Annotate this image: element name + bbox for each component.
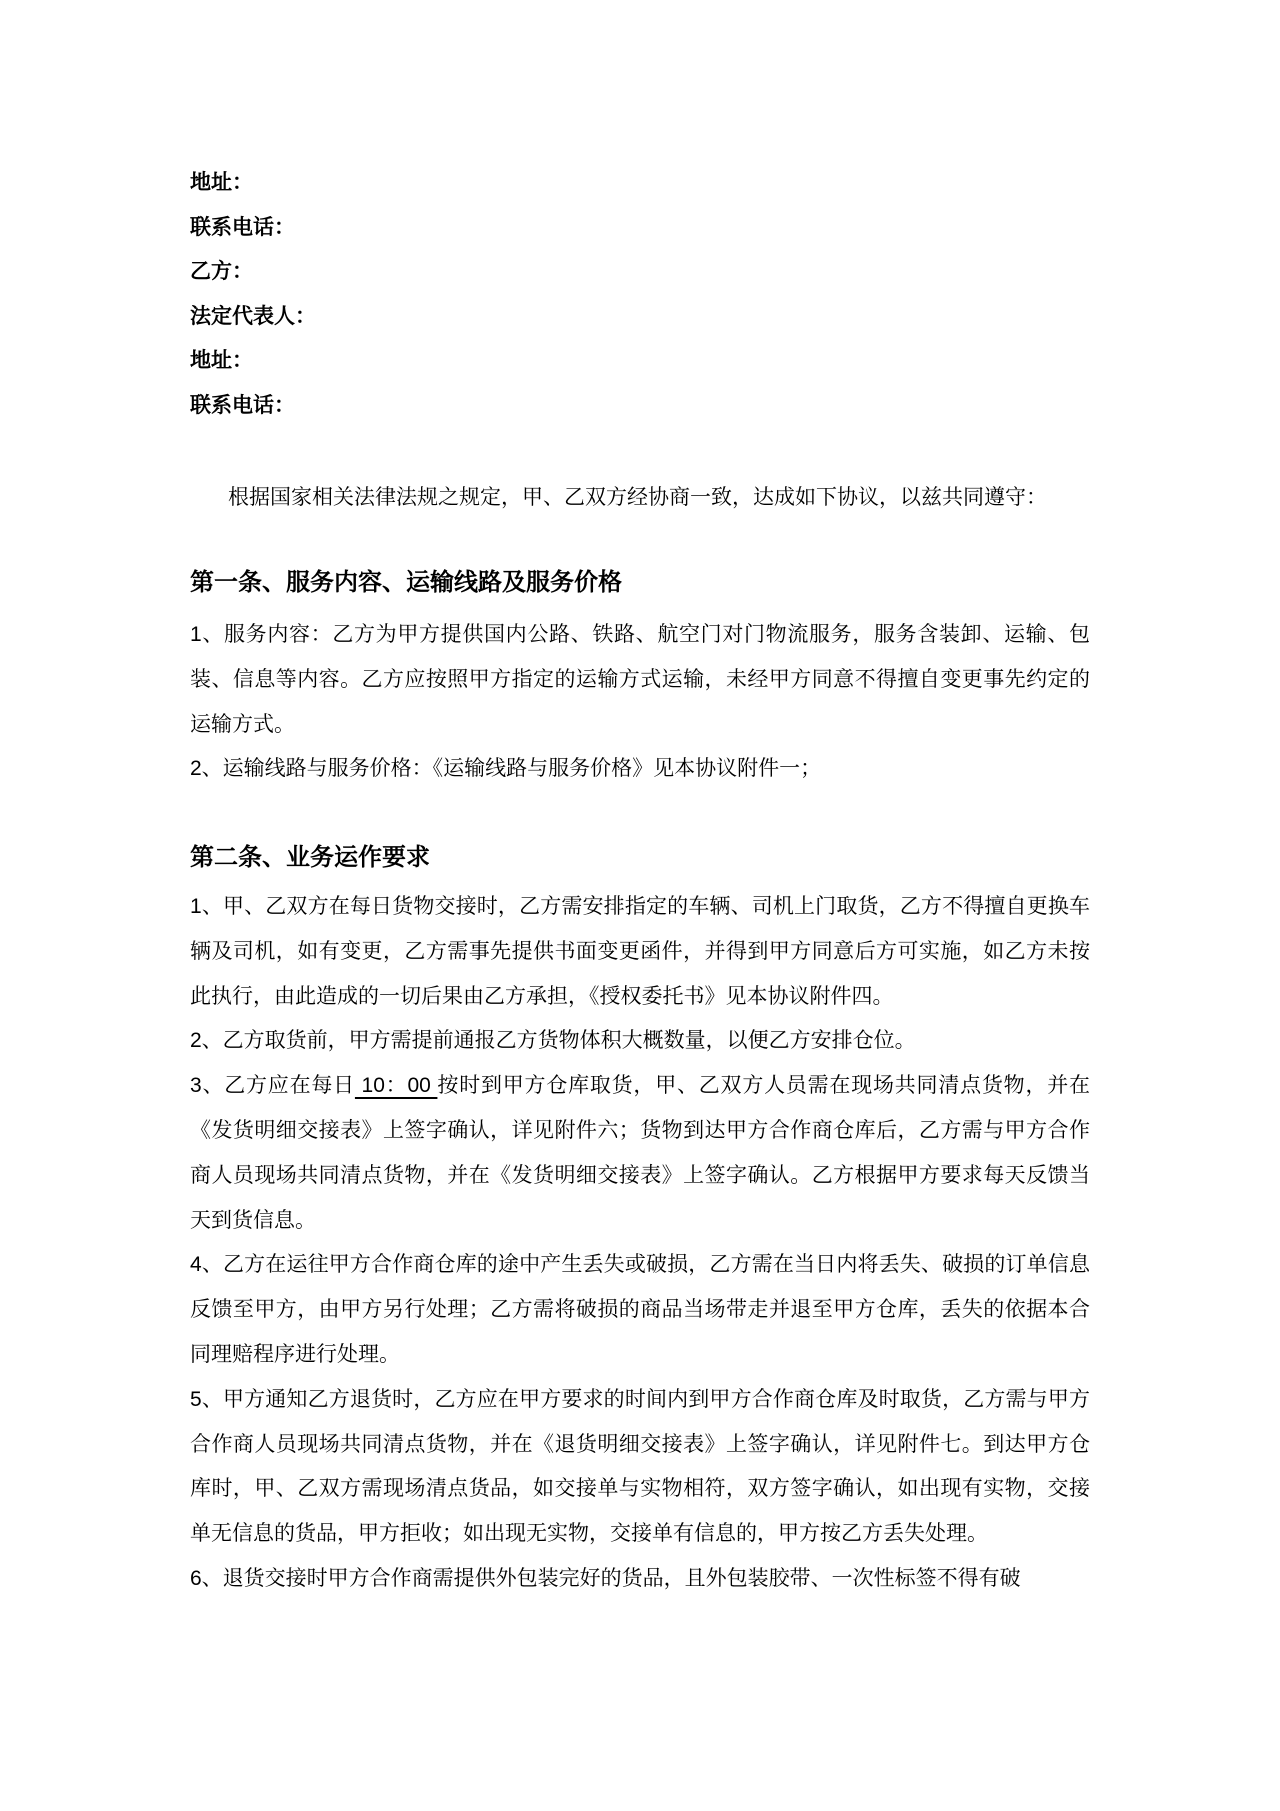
clause-3-text-after-time: 按时到甲方仓库取货，甲、乙双方人员需在现场共同清点货物，并在《发货明细交接表》上签字确认，详见附件六；货物到达甲方合作商仓库后，乙方需与甲方合作商人员现场共同清点货物，并在《发货明细交接表》上签字确认。乙方根据甲方要求每天反馈当天到货信息。 xyxy=(190,1074,1090,1232)
section-2-clause-3 xyxy=(190,1064,1090,1243)
section-2-body xyxy=(190,885,1090,1602)
party-info-block xyxy=(190,161,316,428)
section-2-clause-2: 2、乙方取货前，甲方需提前通报乙方货物体积大概数量，以便乙方安排仓位。 xyxy=(190,1029,916,1053)
field-label-address-2: 地址： xyxy=(190,349,253,372)
field-label-phone-1: 联系电话： xyxy=(190,215,295,239)
field-label-phone-2: 联系电话： xyxy=(190,393,295,417)
section-2-clause-5: 5、甲方通知乙方退货时，乙方应在甲方要求的时间内到甲方合作商仓库及时取货，乙方需与甲方合作商人员现场共同清点货物，并在《退货明细交接表》上签字确认，详见附件七。到达甲方仓库时，甲、乙双方需现场清点货品，如交接单与实物相符，双方签字确认，如出现有实物，交接单无信息的货品，甲方拒收；如出现无实物，交接单有信息的，甲方按乙方丢失处理。 xyxy=(190,1387,1090,1546)
section-2-clause-6: 6、退货交接时甲方合作商需提供外包装完好的货品，且外包装胶带、一次性标签不得有破 xyxy=(190,1566,1021,1590)
pickup-time-filled-blank: 10：00 xyxy=(354,1074,438,1098)
section-2-clause-1: 1、甲、乙双方在每日货物交接时，乙方需安排指定的车辆、司机上门取货，乙方不得擅自更换车辆及司机，如有变更，乙方需事先提供书面变更函件，并得到甲方同意后方可实施，如乙方未按此执行，由此造成的一切后果由乙方承担，《授权委托书》见本协议附件四。 xyxy=(190,895,1090,1008)
section-2-clause-4: 4、乙方在运往甲方合作商仓库的途中产生丢失或破损，乙方需在当日内将丢失、破损的订单信息反馈至甲方，由甲方另行处理；乙方需将破损的商品当场带走并退至甲方仓库，丢失的依据本合同理赔程序进行处理。 xyxy=(190,1253,1090,1366)
section-1-heading: 第一条、服务内容、运输线路及服务价格 xyxy=(190,569,622,596)
field-label-address-1: 地址： xyxy=(190,171,253,194)
section-1-clause-1: 1、服务内容：乙方为甲方提供国内公路、铁路、航空门对门物流服务，服务含装卸、运输、包装、信息等内容。乙方应按照甲方指定的运输方式运输，未经甲方同意不得擅自变更事先约定的运输方式。 xyxy=(190,623,1090,736)
section-2-heading: 第二条、业务运作要求 xyxy=(190,844,430,871)
intro-paragraph: 根据国家相关法律法规之规定，甲、乙双方经协商一致，达成如下协议，以兹共同遵守： xyxy=(228,486,1047,509)
clause-3-text-before-time: 3、乙方应在每日 xyxy=(190,1074,355,1098)
field-label-party-b: 乙方： xyxy=(190,260,253,283)
section-1-clause-2: 2、运输线路与服务价格：《运输线路与服务价格》见本协议附件一； xyxy=(190,757,822,781)
section-1-body xyxy=(190,613,1090,792)
field-label-legal-representative: 法定代表人： xyxy=(190,304,316,328)
